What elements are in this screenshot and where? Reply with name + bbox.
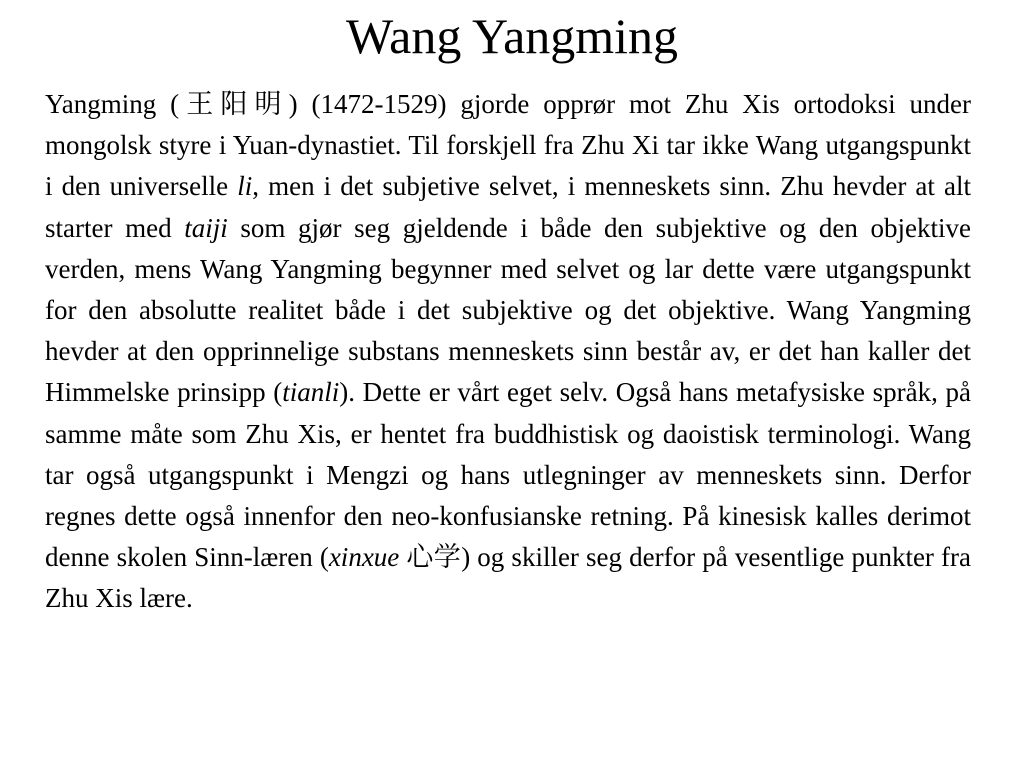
body-run-chinese-name: 王阳明 xyxy=(179,89,289,120)
slide-body-paragraph xyxy=(45,84,971,620)
body-run: , men i det subjetive selvet, i menneskets sinn. Zhu hevder at alt starter med xyxy=(45,171,971,243)
body-run: ). Dette er vårt eget selv. Også hans metafysiske språk, på samme måte som Zhu Xis, er hentet fra buddhistisk og daoistisk terminologi. Wang tar også utgangspunkt i Mengzi og hans utlegninger av menneskets sinn. Derfor regnes dette også innenfor den neo-konfusianske retning. På kinesisk kalles derimot denne skolen Sinn-læren ( xyxy=(45,377,971,573)
body-run-italic-term: li xyxy=(237,171,253,202)
body-run: som gjør seg gjeldende i både den subjektive og den objektive verden, mens Wang Yangming begynner med selvet og lar dette være utgangspunkt for den absolutte realitet både i det subjektive og det objektive. Wang Yangming hevder at den opprinnelige substans menneskets sinn består av, er det han kaller det Himmelske prinsipp ( xyxy=(45,212,971,408)
body-run: ) (1472-1529) gjorde opprør mot Zhu Xis ortodoksi under mongolsk styre i Yuan-dynastiet. Til forskjell fra Zhu Xi tar ikke Wang utgangspunkt i den universelle xyxy=(45,89,972,202)
body-run: Yangming ( xyxy=(45,89,180,119)
body-run: ) og skiller seg derfor på vesentlige punkter fra Zhu Xis lære. xyxy=(45,542,972,614)
body-run-italic-term: tianli xyxy=(282,377,340,408)
body-run-italic-term: xinxue xyxy=(328,542,400,573)
body-run-chinese-term: 心学 xyxy=(406,542,462,574)
body-run-italic-term: taiji xyxy=(184,212,228,243)
slide-title: Wang Yangming xyxy=(345,8,679,64)
